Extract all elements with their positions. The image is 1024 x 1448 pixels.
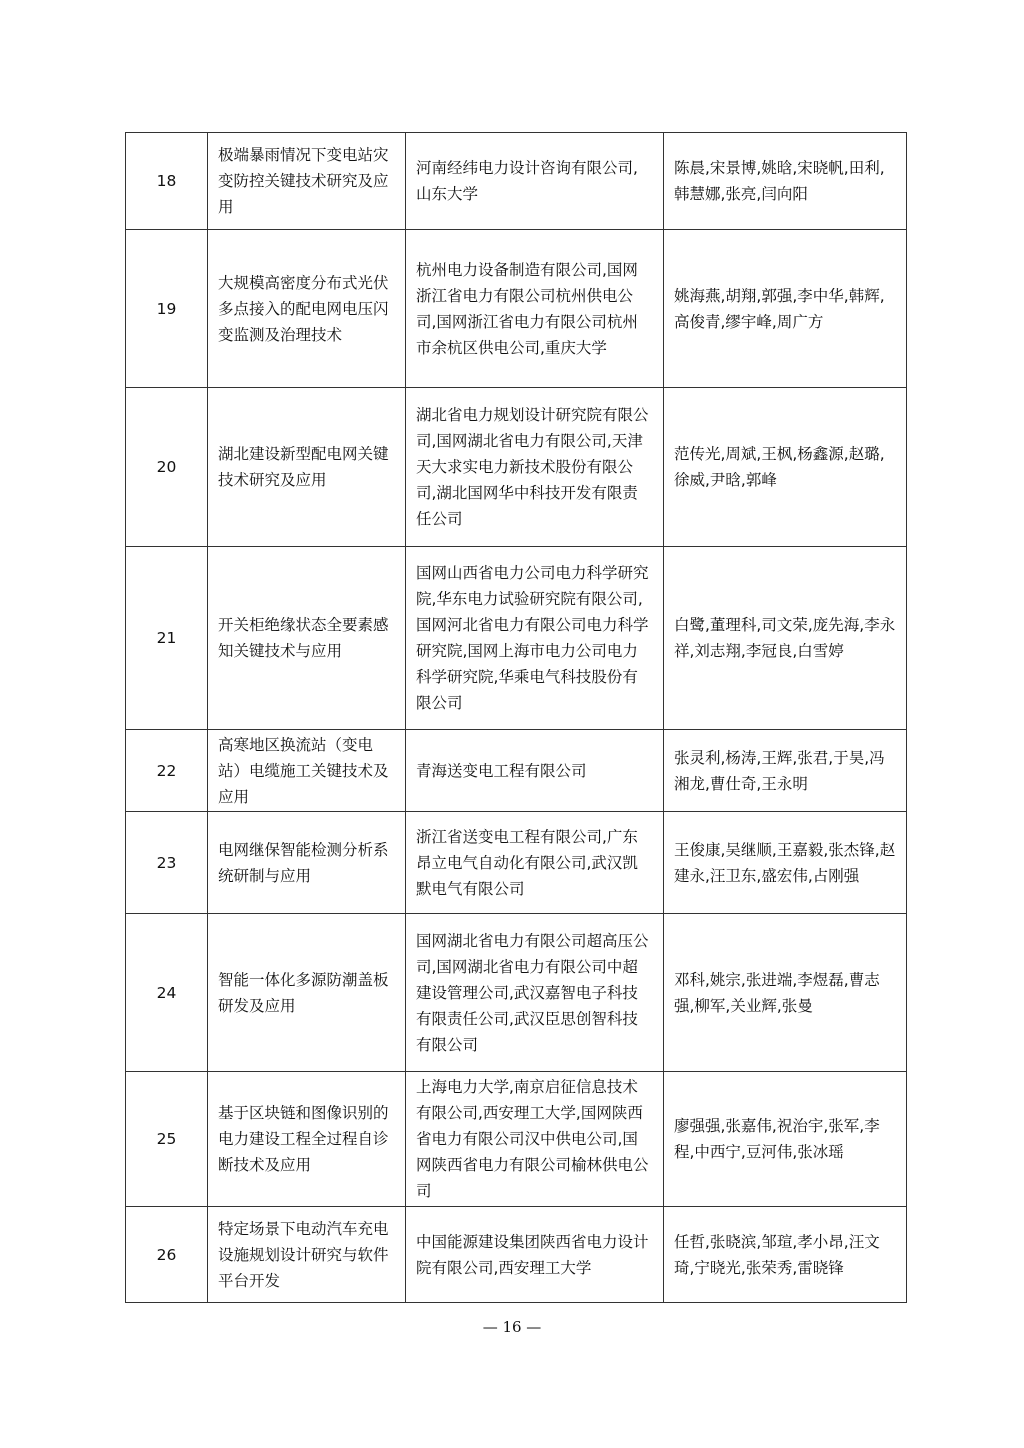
project-name-cell: 电网继保智能检测分析系统研制与应用 — [208, 812, 406, 914]
row-number-cell: 18 — [126, 133, 208, 230]
completing-units-cell: 湖北省电力规划设计研究院有限公司,国网湖北省电力有限公司,天津天大求实电力新技术股份有限公司,湖北国网华中科技开发有限责任公司 — [406, 388, 664, 547]
project-name-cell: 开关柜绝缘状态全要素感知关键技术与应用 — [208, 547, 406, 730]
awards-table — [125, 132, 907, 1303]
project-name-cell: 湖北建设新型配电网关键技术研究及应用 — [208, 388, 406, 547]
completing-people-cell: 王俊康,吴继顺,王嘉毅,张杰锋,赵建永,汪卫东,盛宏伟,占刚强 — [664, 812, 907, 914]
completing-people-cell: 范传光,周斌,王枫,杨鑫源,赵璐,徐威,尹晗,郭峰 — [664, 388, 907, 547]
completing-units-cell: 河南经纬电力设计咨询有限公司,山东大学 — [406, 133, 664, 230]
row-number-cell: 23 — [126, 812, 208, 914]
row-number-cell: 20 — [126, 388, 208, 547]
table-row — [126, 547, 907, 730]
completing-units-cell: 青海送变电工程有限公司 — [406, 730, 664, 812]
row-number-cell: 22 — [126, 730, 208, 812]
completing-people-cell: 廖强强,张嘉伟,祝治宇,张军,李程,中西宁,豆河伟,张冰瑶 — [664, 1072, 907, 1207]
project-name-cell: 基于区块链和图像识别的电力建设工程全过程自诊断技术及应用 — [208, 1072, 406, 1207]
completing-people-cell: 白鹭,董理科,司文荣,庞先海,李永祥,刘志翔,李冠良,白雪婷 — [664, 547, 907, 730]
row-number-cell: 21 — [126, 547, 208, 730]
project-name-cell: 智能一体化多源防潮盖板研发及应用 — [208, 914, 406, 1072]
completing-units-cell: 中国能源建设集团陕西省电力设计院有限公司,西安理工大学 — [406, 1207, 664, 1303]
table-row — [126, 1072, 907, 1207]
project-name-cell: 特定场景下电动汽车充电设施规划设计研究与软件平台开发 — [208, 1207, 406, 1303]
completing-units-cell: 浙江省送变电工程有限公司,广东昂立电气自动化有限公司,武汉凯默电气有限公司 — [406, 812, 664, 914]
completing-people-cell: 邓科,姚宗,张进端,李煜磊,曹志强,柳军,关业辉,张曼 — [664, 914, 907, 1072]
completing-people-cell: 张灵利,杨涛,王辉,张君,于昊,冯湘龙,曹仕奇,王永明 — [664, 730, 907, 812]
completing-units-cell: 国网湖北省电力有限公司超高压公司,国网湖北省电力有限公司中超建设管理公司,武汉嘉智电子科技有限责任公司,武汉臣思创智科技有限公司 — [406, 914, 664, 1072]
completing-people-cell: 姚海燕,胡翔,郭强,李中华,韩辉,高俊青,缪宇峰,周广方 — [664, 230, 907, 388]
row-number-cell: 19 — [126, 230, 208, 388]
row-number-cell: 24 — [126, 914, 208, 1072]
table-row — [126, 230, 907, 388]
table-row — [126, 914, 907, 1072]
table-row — [126, 1207, 907, 1303]
completing-units-cell: 杭州电力设备制造有限公司,国网浙江省电力有限公司杭州供电公司,国网浙江省电力有限公司杭州市余杭区供电公司,重庆大学 — [406, 230, 664, 388]
completing-people-cell: 陈晨,宋景博,姚晗,宋晓帆,田利,韩慧娜,张亮,闫向阳 — [664, 133, 907, 230]
completing-people-cell: 任哲,张晓滨,邹瑄,孝小昂,汪文琦,宁晓光,张荣秀,雷晓锋 — [664, 1207, 907, 1303]
awards-table-body — [126, 133, 907, 1303]
row-number-cell: 26 — [126, 1207, 208, 1303]
project-name-cell: 大规模高密度分布式光伏多点接入的配电网电压闪变监测及治理技术 — [208, 230, 406, 388]
table-row — [126, 133, 907, 230]
completing-units-cell: 国网山西省电力公司电力科学研究院,华东电力试验研究院有限公司,国网河北省电力有限公司电力科学研究院,国网上海市电力公司电力科学研究院,华乘电气科技股份有限公司 — [406, 547, 664, 730]
project-name-cell: 高寒地区换流站（变电站）电缆施工关键技术及应用 — [208, 730, 406, 812]
table-row — [126, 812, 907, 914]
completing-units-cell: 上海电力大学,南京启征信息技术有限公司,西安理工大学,国网陕西省电力有限公司汉中供电公司,国网陕西省电力有限公司榆林供电公司 — [406, 1072, 664, 1207]
project-name-cell: 极端暴雨情况下变电站灾变防控关键技术研究及应用 — [208, 133, 406, 230]
page-number: — 16 — — [482, 1318, 542, 1336]
table-row — [126, 388, 907, 547]
table-row — [126, 730, 907, 812]
row-number-cell: 25 — [126, 1072, 208, 1207]
